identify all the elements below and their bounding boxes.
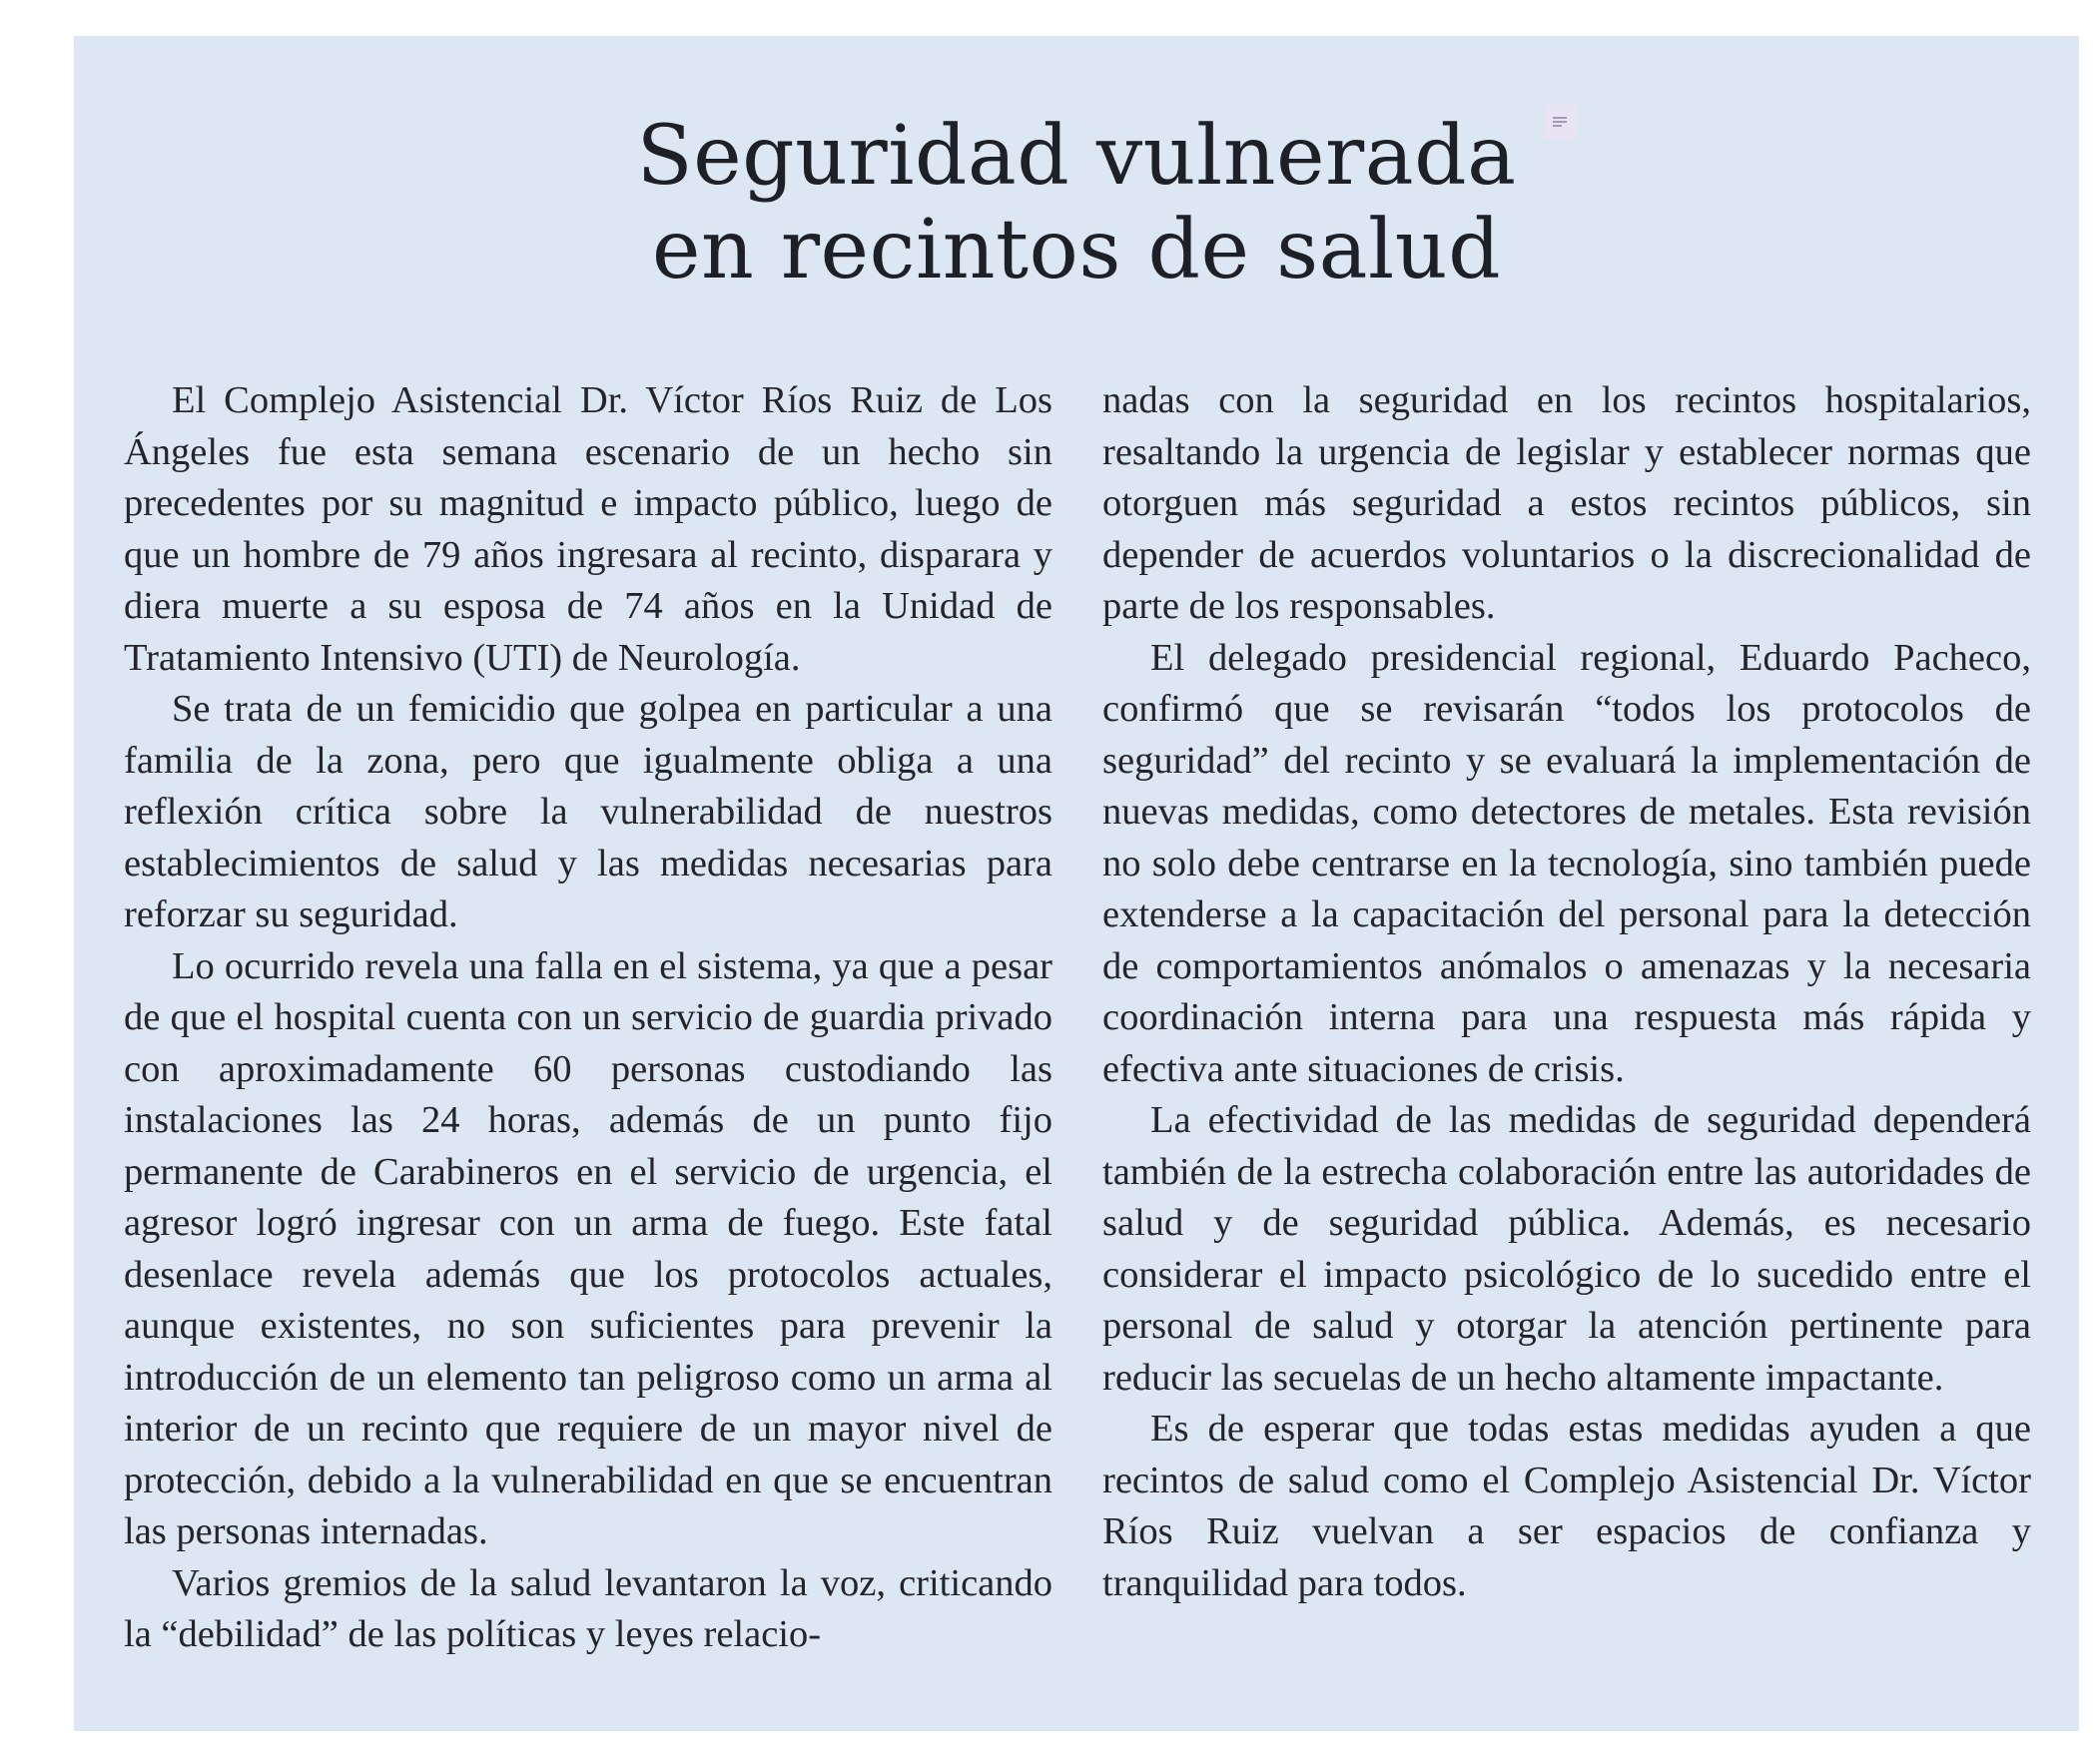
article-body [124, 375, 2031, 1703]
right-column [1102, 375, 2031, 1703]
article-panel [74, 36, 2079, 1731]
headline [74, 110, 2079, 297]
paragraph-4-continuation: nadas con la seguridad en los recintos hospitalarios, resaltando la urgencia de legislar y establecer normas que otorguen más seguridad a estos recintos públicos, sin depender de acuerdos voluntarios o la discrecionalidad de parte de los responsables. [1102, 379, 2031, 627]
note-icon[interactable] [1544, 104, 1576, 140]
paragraph-7: Es de esperar que todas estas medidas ayuden a que recintos de salud como el Complejo Asistencial Dr. Víctor Ríos Ruiz vuelvan a ser espacios de confianza y tranquilidad para todos. [1102, 1408, 2031, 1604]
paragraph-4: Varios gremios de la salud levantaron la voz, criticando la “debilidad” de las políticas y leyes relacio- [124, 1561, 1052, 1655]
paragraph-1: El Complejo Asistencial Dr. Víctor Ríos Ruiz de Los Ángeles fue esta semana escenario de un hecho sin precedentes por su magnitud e impacto público, luego de que un hombre de 79 años ingresara al recinto, disparara y diera muerte a su esposa de 74 años en la Unidad de Tratamiento Intensivo (UTI) de Neurología. [124, 379, 1052, 679]
paragraph-5: El delegado presidencial regional, Eduardo Pacheco, confirmó que se revisarán “todos los protocolos de seguridad” del recinto y se evaluará la implementación de nuevas medidas, como detectores de metales. Esta revisión no solo debe centrarse en la tecnología, sino también puede extenderse a la capacitación del personal para la detección de comportamientos anómalos o amenazas y la necesaria coordinación interna para una respuesta más rápida y efectiva ante situaciones de crisis. [1102, 636, 2031, 1090]
left-column [124, 375, 1052, 1703]
paragraph-2: Se trata de un femicidio que golpea en particular a una familia de la zona, pero que igualmente obliga a una reflexión crítica sobre la vulnerabilidad de nuestros establecimientos de salud y las medidas necesarias para reforzar su seguridad. [124, 688, 1052, 935]
paragraph-6: La efectividad de las medidas de seguridad dependerá también de la estrecha colaboración entre las autoridades de salud y de seguridad pública. Además, es necesario considerar el impacto psicológico de lo sucedido entre el personal de salud y otorgar la atención pertinente para reducir las secuelas de un hecho altamente impactante. [1102, 1099, 2031, 1399]
paragraph-3: Lo ocurrido revela una falla en el sistema, ya que a pesar de que el hospital cuenta con un servicio de guardia privado con aproximadamente 60 personas custodiando las instalaciones las 24 horas, además de un punto fijo permanente de Carabineros en el servicio de urgencia, el agresor logró ingresar con un arma de fuego. Este fatal desenlace revela además que los protocolos actuales, aunque existentes, no son suficientes para prevenir la introducción de un elemento tan peligroso como un arma al interior de un recinto que requiere de un mayor nivel de protección, debido a la vulnerabilidad en que se encuentran las personas internadas. [124, 944, 1052, 1552]
headline-line-2: en recintos de salud [651, 203, 1502, 297]
headline-line-1: Seguridad vulnerada [636, 109, 1517, 204]
